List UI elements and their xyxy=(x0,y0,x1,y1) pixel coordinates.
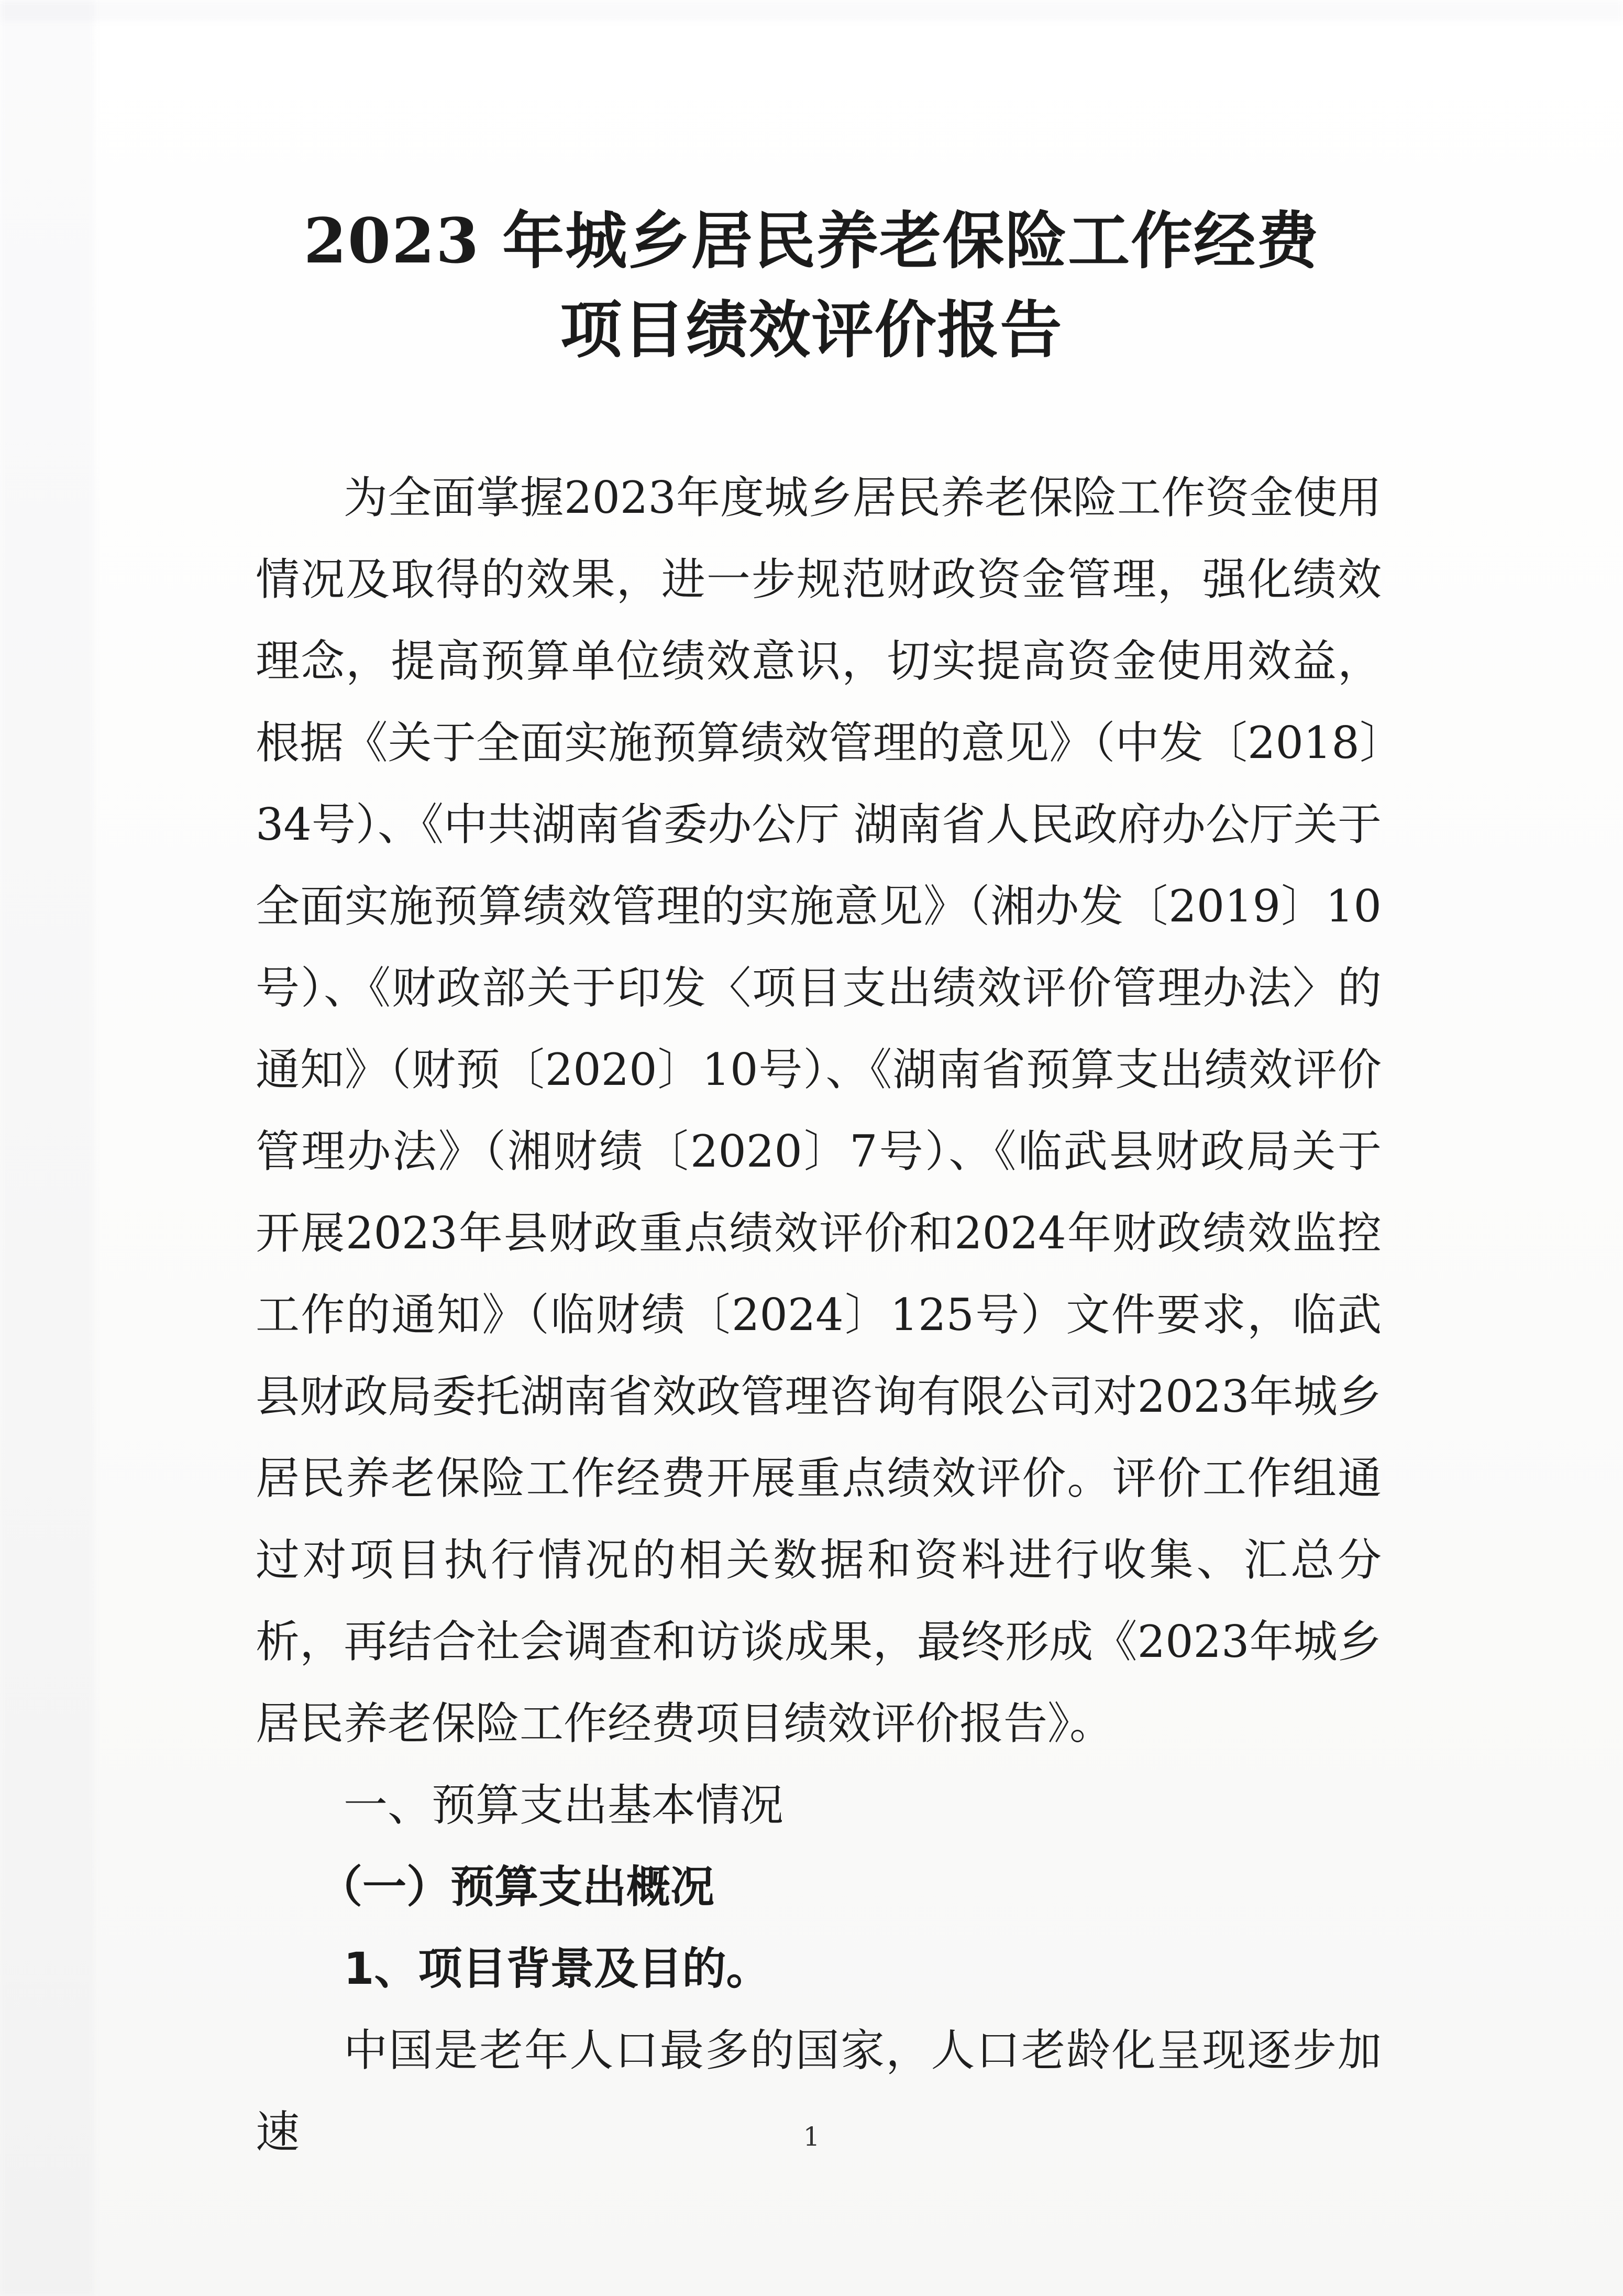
scan-bleed-top xyxy=(0,0,1623,21)
intro-paragraph: 为全面掌握2023年度城乡居民养老保险工作资金使用情况及取得的效果，进一步规范财政资金管理，强化绩效理念，提高预算单位绩效意识，切实提高资金使用效益，根据《关于全面实施预算绩效管理的意见》（中发〔2018〕34号）、《中共湖南省委办公厅 湖南省人民政府办公厅关于全面实施预算绩效管理的实施意见》（湘办发〔2019〕10号）、《财政部关于印发〈项目支出绩效评价管理办法〉的通知》（财预〔2020〕10号）、《湖南省预算支出绩效评价管理办法》（湘财绩〔2020〕7号）、《临武县财政局关于开展2023年县财政重点绩效评价和2024年财政绩效监控工作的通知》（临财绩〔2024〕125号）文件要求，临武县财政局委托湖南省效政管理咨询有限公司对2023年城乡居民养老保险工作经费开展重点绩效评价。评价工作组通过对项目执行情况的相关数据和资料进行收集、汇总分析，再结合社会调查和访谈成果，最终形成《2023年城乡居民养老保险工作经费项目绩效评价报告》。 xyxy=(256,472,1382,1749)
page-number: 1 xyxy=(803,2122,820,2152)
document-body xyxy=(256,457,1382,2173)
title-line-1: 2023 年城乡居民养老保险工作经费 xyxy=(303,204,1320,277)
title-line-2: 项目绩效评价报告 xyxy=(560,293,1063,366)
section-1-1-1-heading: 1、项目背景及目的。 xyxy=(344,1943,770,1994)
section-1-1-heading: （一）预算支出概况 xyxy=(318,1861,715,1913)
section-1-heading: 一、预算支出基本情况 xyxy=(344,1779,784,1831)
document-title xyxy=(0,196,1623,375)
closing-paragraph: 中国是老年人口最多的国家，人口老龄化呈现逐步加速 xyxy=(256,2025,1382,2158)
